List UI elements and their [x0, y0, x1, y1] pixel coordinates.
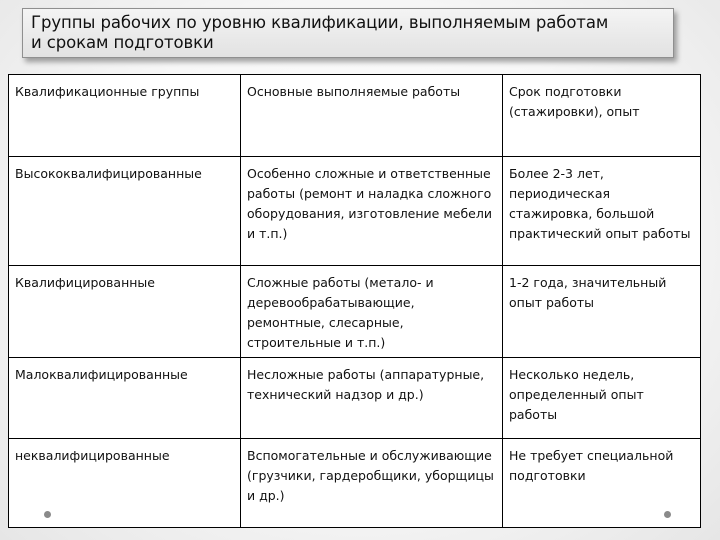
table-row [9, 358, 701, 439]
decorative-dot-left [44, 511, 51, 518]
table-row [9, 439, 701, 528]
cell-work: Сложные работы (метало- и деревообрабатывающие, ремонтные, слесарные, строительные и т.п.) [241, 266, 503, 358]
table-row [9, 266, 701, 358]
header-training-period: Срок подготовки (стажировки), опыт [503, 75, 701, 157]
cell-group: неквалифицированные [9, 439, 241, 528]
cell-term: Не требует специальной подготовки [503, 439, 701, 528]
cell-term: Более 2-3 лет, периодическая стажировка, большой практический опыт работы [503, 157, 701, 266]
cell-work: Вспомогательные и обслуживающие (грузчики, гардеробщики, уборщицы и др.) [241, 439, 503, 528]
cell-group: Квалифицированные [9, 266, 241, 358]
cell-term: 1-2 года, значительный опыт работы [503, 266, 701, 358]
decorative-dot-right [664, 511, 671, 518]
cell-term: Несколько недель, определенный опыт работы [503, 358, 701, 439]
table-header-row [9, 75, 701, 157]
qualification-table [8, 74, 701, 528]
cell-work: Несложные работы (аппаратурные, технический надзор и др.) [241, 358, 503, 439]
header-main-work: Основные выполняемые работы [241, 75, 503, 157]
cell-group: Высококвалифицированные [9, 157, 241, 266]
cell-work: Особенно сложные и ответственные работы (ремонт и наладка сложного оборудования, изготовление мебели и т.п.) [241, 157, 503, 266]
header-qualification-groups: Квалификационные группы [9, 75, 241, 157]
cell-group: Малоквалифицированные [9, 358, 241, 439]
table-row [9, 157, 701, 266]
slide-title: Группы рабочих по уровню квалификации, выполняемым работам и срокам подготовки [22, 8, 674, 58]
